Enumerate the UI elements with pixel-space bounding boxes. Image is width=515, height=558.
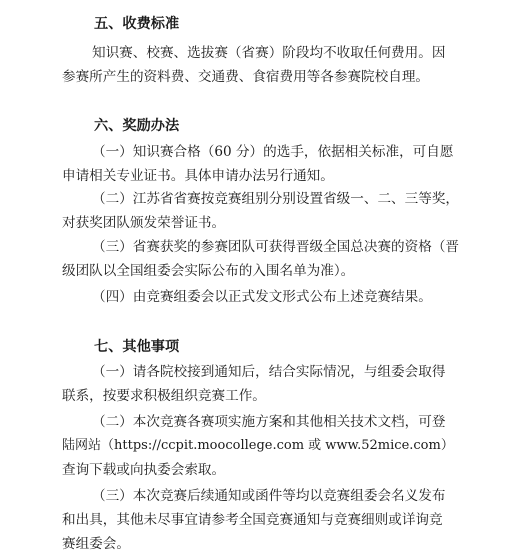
section-6-line-4: 对获奖团队颁发荣誉证书。	[62, 215, 226, 231]
section-7-line-7: 和出具，其他未尽事宜请参考全国竞赛通知与竞赛细则或详询竞	[62, 512, 443, 528]
section-7-line-2: 联系，按要求积极组织竞赛工作。	[62, 388, 266, 404]
section-5-title: 五、收费标准	[94, 16, 180, 32]
section-7-line-6: （三）本次竞赛后续通知或函件等均以竞赛组委会名义发布	[92, 488, 446, 504]
section-6-line-2: 申请相关专业证书。具体申请办法另行通知。	[62, 168, 334, 184]
section-6-line-3: （二）江苏省省赛按竞赛组别分别设置省级一、二、三等奖，	[92, 191, 460, 207]
section-7-line-1: （一）请各院校接到通知后，结合实际情况，与组委会取得	[92, 364, 446, 380]
section-7-line-5: 查询下载或向执委会索取。	[62, 462, 226, 478]
section-6-line-6: 级团队以全国组委会实际公布的入围名单为准）。	[62, 263, 355, 279]
section-7-line-4: 陆网站（https://ccpit.moocollege.com 或 www.52mice.com）	[62, 438, 454, 453]
section-6-title: 六、奖励办法	[94, 118, 180, 134]
section-6-line-1: （一）知识赛合格（60 分）的选手，依据相关标准，可自愿	[92, 144, 454, 160]
section-7-line-3: （二）本次竞赛各赛项实施方案和其他相关技术文档，可登	[92, 414, 446, 430]
section-7-line-8: 赛组委会。	[62, 536, 130, 552]
section-7-title: 七、其他事项	[94, 339, 180, 355]
section-6-line-5: （三）省赛获奖的参赛团队可获得晋级全国总决赛的资格（晋	[92, 239, 460, 255]
section-5-line-1: 知识赛、校赛、选拔赛（省赛）阶段均不收取任何费用。因	[92, 45, 446, 61]
section-6-line-7: （四）由竞赛组委会以正式发文形式公布上述竞赛结果。	[92, 289, 432, 305]
section-5-line-2: 参赛所产生的资料费、交通费、食宿费用等各参赛院校自理。	[62, 69, 430, 85]
